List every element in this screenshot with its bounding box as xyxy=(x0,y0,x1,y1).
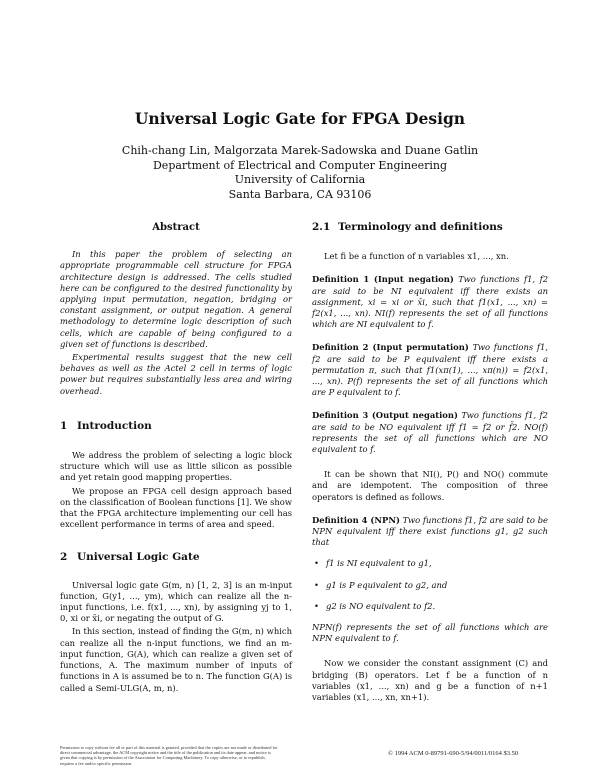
body-paragraph: Now we consider the constant assignment (C) and bridging (B) operators. Let f be a function of n variables (x1, ..., xn) and g be a function of n+1 variables (x1, ..., xn, xn+1). xyxy=(312,658,548,703)
author-location: Santa Barbara, CA 93106 xyxy=(228,187,372,201)
definition-output-negation xyxy=(312,410,548,455)
section-title: Universal Logic Gate xyxy=(77,551,200,564)
body-paragraph: It can be shown that NI(), P() and NO() commute and are idempotent. The composition of three operators is defined as follows. xyxy=(312,469,548,502)
section-title: Terminology and definitions xyxy=(338,221,503,233)
list-item: • g2 is NO equivalent to f2. xyxy=(312,601,548,612)
abstract-paragraph: Experimental results suggest that the new cell behaves as well as the Actel 2 cell in terms of logic power but requires substantially less area and wiring overhead. xyxy=(60,352,292,396)
section-heading-universal-logic-gate xyxy=(60,552,292,563)
section-title: Introduction xyxy=(77,419,152,432)
definition-input-permutation xyxy=(312,342,548,398)
author-block xyxy=(0,144,600,202)
section-heading-terminology xyxy=(312,222,548,233)
definition-input-negation xyxy=(312,274,548,330)
introduction-body xyxy=(60,450,292,530)
copyright-notice: © 1994 ACM 0-89791-690-5/94/0011/0164 $3.50 xyxy=(388,750,519,757)
body-paragraph: Universal logic gate G(m, n) [1, 2, 3] is an m-input function, G(y1, ..., ym), which can realize all the n-input functions, i.e. f(x1, ..., xn), by assigning yj to 1, 0, xi or x̄i, or negating the output of G. xyxy=(60,579,292,624)
section-number: 1 xyxy=(60,419,68,432)
body-paragraph: Let fi be a function of n variables x1, ..., xn. xyxy=(324,251,509,262)
section-heading-introduction xyxy=(60,421,292,432)
definition-text: Two functions f1, f2 are said to be P equivalent iff there exists a permutation π, such that f1(xπ(1), ..., xπ(n)) = f2(x1, ..., xn). P(f) represents the set of all functions which are P equivalent to f. xyxy=(312,342,548,398)
body-paragraph: In this section, instead of finding the G(m, n) which can realize all the n-input functions, we find an m-input function, G(A), which can realize a given set of functions, A. The maximum number of inputs of functions in A is assumed be to n. The function G(A) is called a Semi-ULG(A, m, n). xyxy=(60,626,292,693)
section-number: 2 xyxy=(60,551,68,564)
definition-npn xyxy=(312,515,548,549)
permission-notice: Permission to copy without fee all or part of this material is granted, provided that the copies are not made or distributed for direct commercial advantage, the ACM copyright notice and the title of the publication and its date appear, and notice is given that copying is by permission of the Association for Computing Machinery. To copy otherwise, or to republish, requires a fee and/or specific permission. xyxy=(60,745,278,766)
left-column xyxy=(60,222,292,694)
terminology-body xyxy=(312,251,548,262)
definition-label: Definition 2 (Input permutation) xyxy=(312,342,469,353)
definition-text: Two functions f1, f2 are said to be NI equivalent iff there exists an assignment, xi = xi or x̄i, such that f1(x1, ..., xn) = f2(x1, ..., xn). NI(f) represents the set of all functions which are NI equivalent to f. xyxy=(312,274,549,330)
body-paragraph: We propose an FPGA cell design approach based on the classification of Boolean functions [1]. We show that the FPGA architecture implementing our cell has excellent performance in terms of area and speed. xyxy=(60,485,292,530)
cb-operators-body xyxy=(312,658,548,703)
list-item: • g1 is P equivalent to g2, and xyxy=(312,580,548,591)
definition-label: Definition 3 (Output negation) xyxy=(312,410,458,421)
author-university: University of California xyxy=(234,173,366,186)
section-number: 2.1 xyxy=(312,221,331,233)
npn-conditions-list xyxy=(312,558,548,612)
definition-text: Two functions f1, f2 are said to be NPN equivalent iff there exist functions g1, g2 such that xyxy=(312,514,548,548)
ulg-body xyxy=(60,580,292,694)
abstract-heading: Abstract xyxy=(152,222,200,233)
definition-text: Two functions f1, f2 are said to be NO equivalent iff f1 = f2 or f̄2. NO(f) represents the set of all functions which are NO equivalent to f. xyxy=(312,410,548,455)
abstract-paragraph: In this paper the problem of selecting an appropriate programmable cell structure for FPGA architecture design is addressed. The cells studied here can be configured to the desired functionality by applying input permutation, negation, bridging or constant assignment, or output negation. A general methodology to determine logic description of such cells, which are capable of being configured to a given set of functions is described. xyxy=(60,249,292,349)
definition-label: Definition 1 (Input negation) xyxy=(312,274,454,285)
definition-label: Definition 4 (NPN) xyxy=(312,514,400,525)
abstract-body xyxy=(60,249,292,397)
author-department: Department of Electrical and Computer Engineering xyxy=(152,158,448,172)
author-names: Chih-chang Lin, Malgorzata Marek-Sadowska and Duane Gatlin xyxy=(121,144,479,157)
body-paragraph: We address the problem of selecting a logic block structure which will use as little silicon as possible and yet retain good mapping properties. xyxy=(60,450,292,483)
paper-title: Universal Logic Gate for FPGA Design xyxy=(134,109,466,128)
right-column xyxy=(312,222,548,703)
list-item: • f1 is NI equivalent to g1, xyxy=(312,558,548,569)
commute-body xyxy=(312,469,548,503)
npn-closing: NPN(f) represents the set of all functions which are NPN equivalent to f. xyxy=(312,622,548,644)
